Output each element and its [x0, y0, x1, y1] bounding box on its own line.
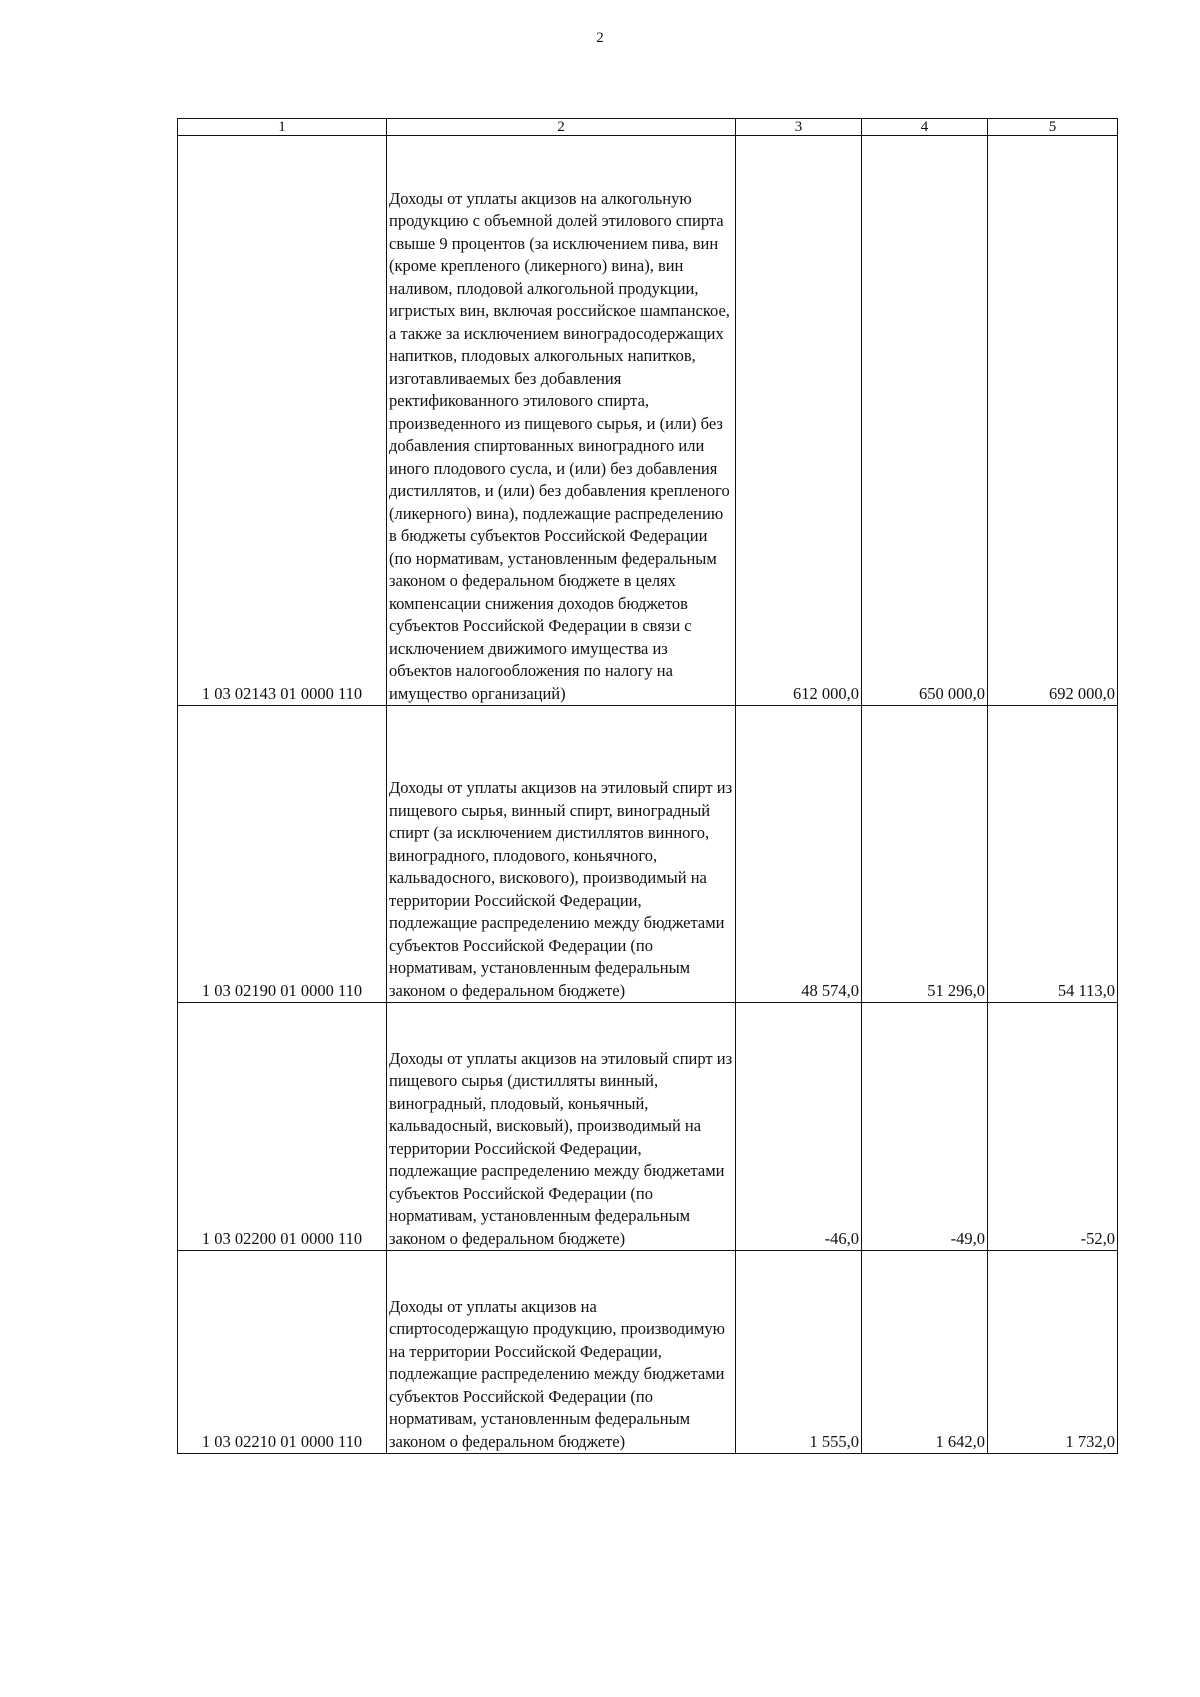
value-col-3: -46,0 — [736, 1003, 862, 1251]
value-col-3: 48 574,0 — [736, 706, 862, 1003]
value-col-5: 1 732,0 — [988, 1251, 1118, 1454]
header-row — [178, 119, 1118, 136]
column-header-2: 2 — [387, 119, 736, 136]
table-row — [178, 1003, 1118, 1251]
table-row — [178, 1251, 1118, 1454]
page-number: 2 — [596, 30, 604, 46]
value-col-3: 1 555,0 — [736, 1251, 862, 1454]
revenue-description: Доходы от уплаты акцизов на алкогольную продукцию с объемной долей этилового спирта свыше 9 процентов (за исключением пива, вин (кроме крепленого (ликерного) вина), вин наливом, плодовой алкогольной продукции, игристых вин, включая российское шампанское, а также за исключением виноградосодержащих напитков, плодовых алкогольных напитков, изготавливаемых без добавления ректификованного этилового спирта, произведенного из пищевого сырья, и (или) без добавления спиртованных виноградного или иного плодового сусла, и (или) без добавления дистиллятов, и (или) без добавления крепленого (ликерного) вина), подлежащие распределению в бюджеты субъектов Российской Федерации (по нормативам, установленным федеральным законом о федеральном бюджете в целях компенсации снижения доходов бюджетов субъектов Российской Федерации в связи с исключением движимого имущества из объектов налогообложения по налогу на имущество организаций) — [387, 136, 736, 706]
value-col-4: -49,0 — [862, 1003, 988, 1251]
column-header-1: 1 — [178, 119, 387, 136]
value-col-4: 51 296,0 — [862, 706, 988, 1003]
value-col-4: 650 000,0 — [862, 136, 988, 706]
revenue-code: 1 03 02190 01 0000 110 — [178, 706, 387, 1003]
budget-table — [177, 118, 1118, 1454]
column-header-5: 5 — [988, 119, 1118, 136]
table-header — [178, 119, 1118, 136]
revenue-description: Доходы от уплаты акцизов на этиловый спирт из пищевого сырья, винный спирт, виноградный спирт (за исключением дистиллятов винного, виноградного, плодового, коньячного, кальвадосного, вискового), производимый на территории Российской Федерации, подлежащие распределению между бюджетами субъектов Российской Федерации (по нормативам, установленным федеральным законом о федеральном бюджете) — [387, 706, 736, 1003]
revenue-code: 1 03 02210 01 0000 110 — [178, 1251, 387, 1454]
revenue-description: Доходы от уплаты акцизов на этиловый спирт из пищевого сырья (дистилляты винный, виноградный, плодовый, коньячный, кальвадосный, висковый), производимый на территории Российской Федерации, подлежащие распределению между бюджетами субъектов Российской Федерации (по нормативам, установленным федеральным законом о федеральном бюджете) — [387, 1003, 736, 1251]
table-row — [178, 706, 1118, 1003]
table-body — [178, 136, 1118, 1454]
revenue-code: 1 03 02200 01 0000 110 — [178, 1003, 387, 1251]
revenue-code: 1 03 02143 01 0000 110 — [178, 136, 387, 706]
table-row — [178, 136, 1118, 706]
value-col-5: 692 000,0 — [988, 136, 1118, 706]
value-col-5: 54 113,0 — [988, 706, 1118, 1003]
column-header-4: 4 — [862, 119, 988, 136]
revenue-description: Доходы от уплаты акцизов на спиртосодержащую продукцию, производимую на территории Российской Федерации, подлежащие распределению между бюджетами субъектов Российской Федерации (по нормативам, установленным федеральным законом о федеральном бюджете) — [387, 1251, 736, 1454]
value-col-5: -52,0 — [988, 1003, 1118, 1251]
value-col-3: 612 000,0 — [736, 136, 862, 706]
column-header-3: 3 — [736, 119, 862, 136]
value-col-4: 1 642,0 — [862, 1251, 988, 1454]
